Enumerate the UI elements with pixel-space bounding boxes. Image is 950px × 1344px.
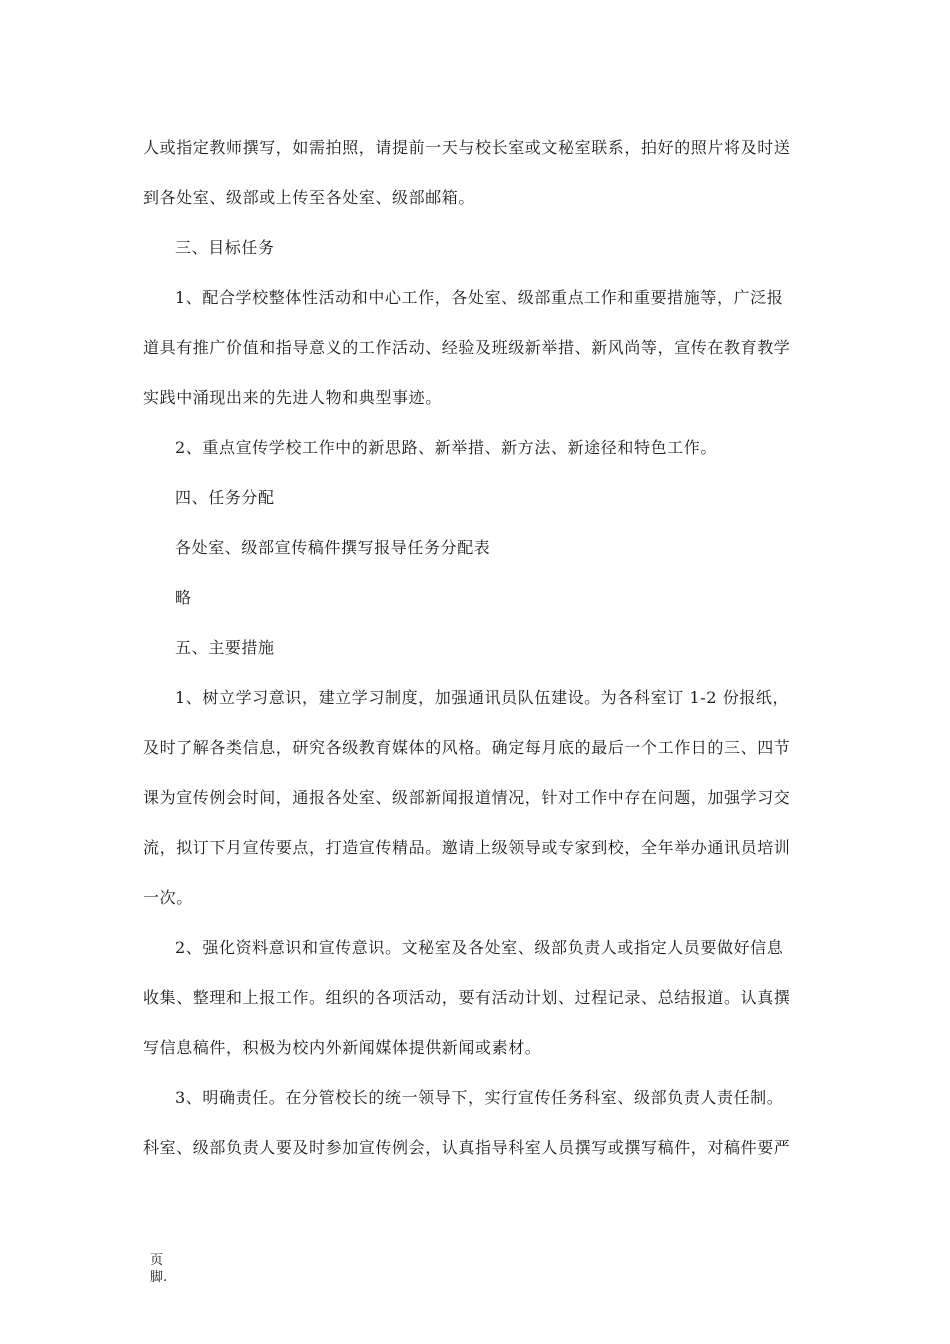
paragraph-line: 及时了解各类信息，研究各级教育媒体的风格。确定每月底的最后一个工作日的三、四节 [143, 738, 791, 757]
section-heading: 四、任务分配 [175, 488, 275, 507]
page-footer [150, 1252, 167, 1286]
paragraph-line: 略 [175, 588, 192, 607]
paragraph-line: 到各处室、级部或上传至各处室、级部邮箱。 [143, 188, 476, 207]
paragraph-line: 各处室、级部宣传稿件撰写报导任务分配表 [175, 538, 491, 557]
paragraph-line: 人或指定教师撰写，如需拍照，请提前一天与校长室或文秘室联系，拍好的照片将及时送 [143, 138, 791, 157]
paragraph-line: 科室、级部负责人要及时参加宣传例会，认真指导科室人员撰写或撰写稿件，对稿件要严 [143, 1138, 791, 1157]
paragraph-line: 2、重点宣传学校工作中的新思路、新举措、新方法、新途径和特色工作。 [175, 438, 717, 457]
paragraph-line: 3、明确责任。在分管校长的统一领导下，实行宣传任务科室、级部负责人责任制。 [175, 1088, 784, 1107]
section-heading: 五、主要措施 [175, 638, 275, 657]
footer-line: 脚. [150, 1270, 168, 1285]
paragraph-line: 道具有推广价值和指导意义的工作活动、经验及班级新举措、新风尚等，宣传在教育教学 [143, 338, 791, 357]
paragraph-line: 流，拟订下月宣传要点，打造宣传精品。邀请上级领导或专家到校，全年举办通讯员培训 [143, 838, 791, 857]
paragraph-line: 1、配合学校整体性活动和中心工作，各处室、级部重点工作和重要措施等，广泛报 [175, 288, 784, 307]
footer-line: 页 [150, 1253, 164, 1268]
paragraph-line: 实践中涌现出来的先进人物和典型事迹。 [143, 388, 442, 407]
paragraph-line: 课为宣传例会时间，通报各处室、级部新闻报道情况，针对工作中存在问题，加强学习交 [143, 788, 791, 807]
paragraph-line: 写信息稿件，积极为校内外新闻媒体提供新闻或素材。 [143, 1038, 542, 1057]
paragraph-line: 1、树立学习意识，建立学习制度，加强通讯员队伍建设。为各科室订 1-2 份报纸， [175, 688, 790, 707]
paragraph-line: 收集、整理和上报工作。组织的各项活动，要有活动计划、过程记录、总结报道。认真撰 [143, 988, 791, 1007]
section-heading: 三、目标任务 [175, 238, 275, 257]
paragraph-line: 一次。 [143, 888, 193, 907]
paragraph-line: 2、强化资料意识和宣传意识。文秘室及各处室、级部负责人或指定人员要做好信息 [175, 938, 784, 957]
